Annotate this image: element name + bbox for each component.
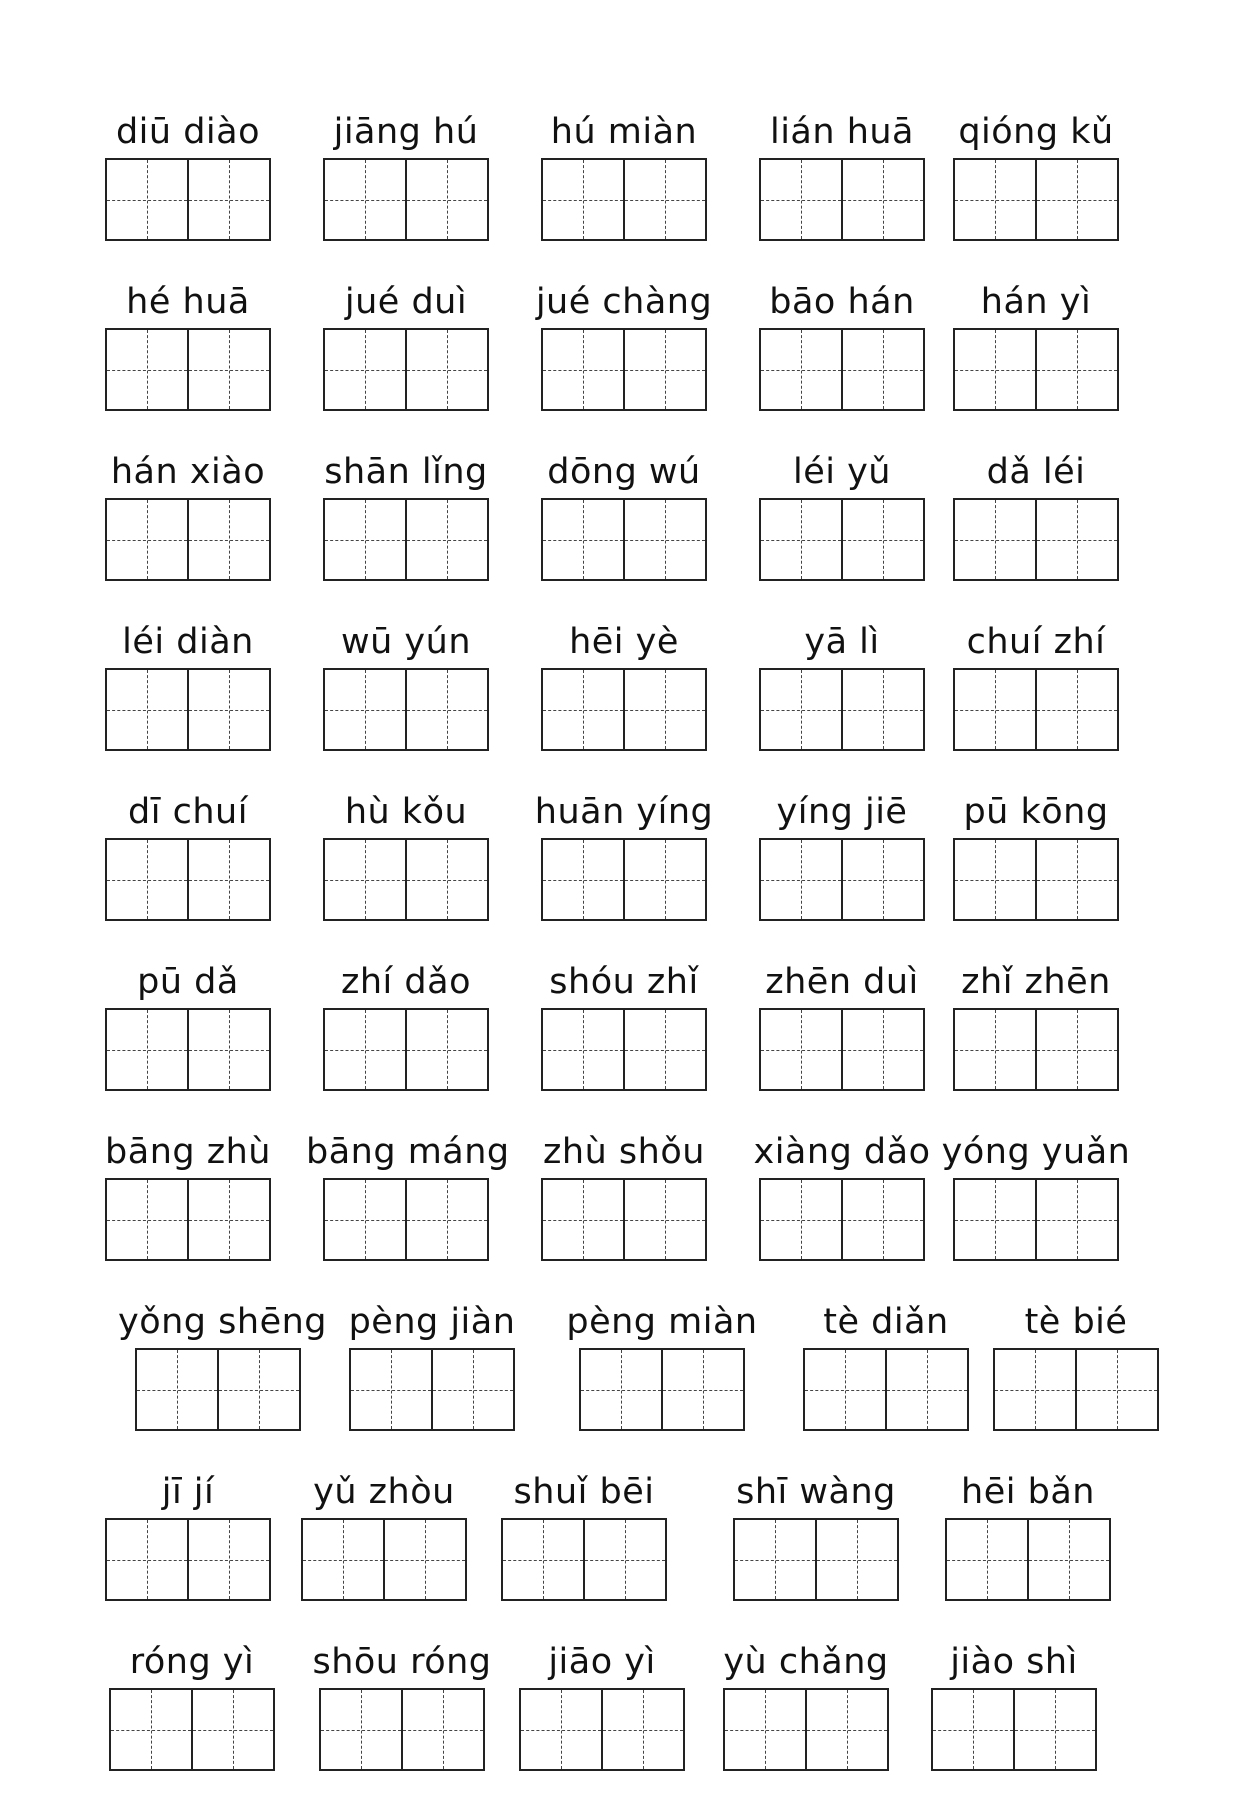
character-box[interactable] [841,840,923,919]
character-box[interactable] [543,1180,623,1259]
pinyin-label: shōu róng [312,1642,492,1682]
pinyin-label: róng yì [129,1642,255,1682]
character-box[interactable] [521,1690,601,1769]
character-box[interactable] [815,1520,897,1599]
writing-grid[interactable] [319,1688,485,1771]
character-box[interactable] [725,1690,805,1769]
writing-grid[interactable] [579,1348,745,1431]
pinyin-item [306,452,506,602]
worksheet-row [0,1472,1240,1642]
pinyin-item [936,282,1136,432]
pinyin-item [936,112,1136,262]
pinyin-item [936,792,1136,942]
writing-grid[interactable] [541,328,707,411]
pinyin-label: dōng wú [547,452,701,492]
character-box[interactable] [111,1690,191,1769]
writing-grid[interactable] [323,328,489,411]
writing-grid[interactable] [953,328,1119,411]
writing-grid[interactable] [953,1178,1119,1261]
pinyin-item [786,1302,986,1452]
pinyin-item [742,962,942,1112]
worksheet-row [0,1642,1240,1812]
pinyin-label: zhí dǎo [341,962,471,1002]
character-box[interactable] [543,670,623,749]
pinyin-label: chuí zhí [966,622,1106,662]
character-box[interactable] [325,1010,405,1089]
pinyin-item [742,622,942,772]
pinyin-label: shóu zhǐ [549,962,699,1002]
pinyin-label: pū kōng [963,792,1109,832]
writing-grid[interactable] [105,498,271,581]
character-box[interactable] [107,160,187,239]
pinyin-label: bāo hán [769,282,915,322]
character-box[interactable] [885,1350,967,1429]
character-box[interactable] [841,330,923,409]
pinyin-item [928,1472,1128,1622]
character-box[interactable] [107,1520,187,1599]
writing-grid[interactable] [501,1518,667,1601]
pinyin-item [88,622,288,772]
character-box[interactable] [107,670,187,749]
pinyin-label: xiàng dǎo [753,1132,931,1172]
pinyin-item [524,452,724,602]
writing-grid[interactable] [945,1518,1111,1601]
character-box[interactable] [933,1690,1013,1769]
character-box[interactable] [325,500,405,579]
character-box[interactable] [137,1350,217,1429]
character-box[interactable] [543,160,623,239]
pinyin-item [742,282,942,432]
pinyin-label: yíng jiē [776,792,908,832]
character-box[interactable] [955,840,1035,919]
writing-grid[interactable] [953,838,1119,921]
character-box[interactable] [401,1690,483,1769]
writing-grid[interactable] [105,1518,271,1601]
writing-grid[interactable] [541,838,707,921]
pinyin-item [524,962,724,1112]
character-box[interactable] [623,1180,705,1259]
character-box[interactable] [325,1180,405,1259]
writing-grid[interactable] [323,668,489,751]
writing-grid[interactable] [541,668,707,751]
pinyin-item [88,452,288,602]
pinyin-label: zhǐ zhēn [961,962,1111,1002]
pinyin-label: qióng kǔ [958,112,1114,152]
pinyin-item [936,452,1136,602]
writing-grid[interactable] [931,1688,1097,1771]
writing-grid[interactable] [301,1518,467,1601]
character-box[interactable] [325,330,405,409]
pinyin-label: hán yì [980,282,1092,322]
pinyin-label: hēi bǎn [961,1472,1095,1512]
pinyin-label: jué chàng [535,282,713,322]
pinyin-label: bāng zhù [105,1132,271,1172]
pinyin-label: zhēn duì [765,962,919,1002]
pinyin-item [306,282,506,432]
character-box[interactable] [623,670,705,749]
character-box[interactable] [1035,330,1117,409]
character-box[interactable] [325,670,405,749]
pinyin-item [742,792,942,942]
pinyin-label: yǔ zhòu [313,1472,455,1512]
pinyin-item [118,1302,328,1452]
pinyin-item [484,1472,684,1622]
pinyin-label: yā lì [804,622,880,662]
pinyin-item [302,1642,502,1792]
character-box[interactable] [805,1690,887,1769]
writing-grid[interactable] [135,1348,301,1431]
character-box[interactable] [761,160,841,239]
writing-grid[interactable] [759,668,925,751]
pinyin-label: dǎ léi [986,452,1086,492]
writing-grid[interactable] [105,328,271,411]
character-box[interactable] [107,840,187,919]
pinyin-item [742,1132,942,1282]
writing-grid[interactable] [323,838,489,921]
pinyin-item [88,282,288,432]
pinyin-label: jiāng hú [333,112,479,152]
character-box[interactable] [431,1350,513,1429]
character-box[interactable] [761,670,841,749]
writing-grid[interactable] [323,498,489,581]
pinyin-label: jiào shì [950,1642,1078,1682]
writing-grid[interactable] [109,1688,275,1771]
character-box[interactable] [955,670,1035,749]
pinyin-item [936,622,1136,772]
character-box[interactable] [187,330,269,409]
pinyin-label: lián huā [769,112,915,152]
pinyin-item [88,962,288,1112]
character-box[interactable] [841,160,923,239]
character-box[interactable] [187,1520,269,1599]
character-box[interactable] [947,1520,1027,1599]
character-box[interactable] [191,1690,273,1769]
writing-grid[interactable] [323,158,489,241]
character-box[interactable] [583,1520,665,1599]
pinyin-label: bāng máng [306,1132,510,1172]
pinyin-label: hé huā [126,282,250,322]
character-box[interactable] [187,1180,269,1259]
character-box[interactable] [955,1010,1035,1089]
pinyin-item [92,1642,292,1792]
pinyin-label: jiāo yì [548,1642,656,1682]
pinyin-item [306,792,506,942]
pinyin-label: jué duì [344,282,468,322]
writing-grid[interactable] [759,498,925,581]
writing-grid[interactable] [323,1008,489,1091]
character-box[interactable] [581,1350,661,1429]
character-box[interactable] [107,500,187,579]
pinyin-label: hù kǒu [344,792,468,832]
character-box[interactable] [1035,500,1117,579]
pinyin-item [88,1132,288,1282]
pinyin-label: zhù shǒu [543,1132,705,1172]
character-box[interactable] [187,500,269,579]
pinyin-item [306,112,506,262]
pinyin-label: pū dǎ [137,962,239,1002]
worksheet-row [0,282,1240,452]
pinyin-label: diū diào [115,112,261,152]
pinyin-item [306,962,506,1112]
pinyin-item [524,112,724,262]
character-box[interactable] [405,330,487,409]
pinyin-label: tè bié [1024,1302,1128,1342]
pinyin-item [936,1132,1136,1282]
writing-grid[interactable] [323,1178,489,1261]
character-box[interactable] [543,330,623,409]
writing-grid[interactable] [541,1178,707,1261]
pinyin-label: wū yún [340,622,471,662]
character-box[interactable] [623,330,705,409]
worksheet-row [0,622,1240,792]
character-box[interactable] [1013,1690,1095,1769]
character-box[interactable] [623,500,705,579]
pinyin-item [562,1302,762,1452]
worksheet-row [0,1132,1240,1302]
pinyin-item [716,1472,916,1622]
character-box[interactable] [841,670,923,749]
character-box[interactable] [405,840,487,919]
writing-grid[interactable] [803,1348,969,1431]
writing-grid[interactable] [953,668,1119,751]
pinyin-item [524,282,724,432]
pinyin-label: léi yǔ [792,452,891,492]
pinyin-item [976,1302,1176,1452]
character-box[interactable] [841,500,923,579]
character-box[interactable] [955,1180,1035,1259]
pinyin-label: hú miàn [550,112,698,152]
character-box[interactable] [761,1010,841,1089]
writing-grid[interactable] [759,1008,925,1091]
writing-grid[interactable] [953,498,1119,581]
pinyin-item [284,1472,484,1622]
character-box[interactable] [405,500,487,579]
character-box[interactable] [761,840,841,919]
pinyin-label: shān lǐng [324,452,488,492]
pinyin-label: yǒng shēng [118,1302,328,1342]
character-box[interactable] [761,500,841,579]
character-box[interactable] [351,1350,431,1429]
character-box[interactable] [325,840,405,919]
character-box[interactable] [187,160,269,239]
character-box[interactable] [405,1180,487,1259]
pinyin-label: pèng miàn [566,1302,758,1342]
character-box[interactable] [1027,1520,1109,1599]
character-box[interactable] [1035,160,1117,239]
character-box[interactable] [543,1010,623,1089]
character-box[interactable] [405,670,487,749]
character-box[interactable] [601,1690,683,1769]
character-box[interactable] [1035,840,1117,919]
pinyin-label: shī wàng [736,1472,896,1512]
character-box[interactable] [107,1010,187,1089]
pinyin-item [332,1302,532,1452]
writing-grid[interactable] [759,838,925,921]
character-box[interactable] [405,1010,487,1089]
character-box[interactable] [735,1520,815,1599]
pinyin-item [524,1132,724,1282]
pinyin-item [706,1642,906,1792]
character-box[interactable] [321,1690,401,1769]
character-box[interactable] [405,160,487,239]
character-box[interactable] [187,840,269,919]
writing-grid[interactable] [733,1518,899,1601]
pinyin-item [742,112,942,262]
character-box[interactable] [1075,1350,1157,1429]
pinyin-label: hán xiào [110,452,266,492]
pinyin-label: léi diàn [122,622,254,662]
writing-grid[interactable] [723,1688,889,1771]
character-box[interactable] [1035,1010,1117,1089]
character-box[interactable] [995,1350,1075,1429]
writing-grid[interactable] [759,1178,925,1261]
writing-grid[interactable] [953,158,1119,241]
writing-grid[interactable] [953,1008,1119,1091]
pinyin-label: pèng jiàn [348,1302,516,1342]
pinyin-label: dī chuí [128,792,248,832]
character-box[interactable] [761,1180,841,1259]
pinyin-item [502,1642,702,1792]
character-box[interactable] [383,1520,465,1599]
character-box[interactable] [955,160,1035,239]
writing-grid[interactable] [759,328,925,411]
writing-grid[interactable] [759,158,925,241]
pinyin-label: yù chǎng [723,1642,889,1682]
writing-grid[interactable] [541,498,707,581]
character-box[interactable] [955,500,1035,579]
character-box[interactable] [623,160,705,239]
worksheet-row [0,112,1240,282]
pinyin-label: yóng yuǎn [941,1132,1131,1172]
writing-grid[interactable] [105,838,271,921]
pinyin-item [524,622,724,772]
character-box[interactable] [955,330,1035,409]
character-box[interactable] [1035,670,1117,749]
worksheet-row [0,792,1240,962]
character-box[interactable] [325,160,405,239]
pinyin-label: hēi yè [569,622,679,662]
character-box[interactable] [1035,1180,1117,1259]
pinyin-item [742,452,942,602]
character-box[interactable] [187,670,269,749]
pinyin-item [914,1642,1114,1792]
pinyin-label: jī jí [161,1472,215,1512]
character-box[interactable] [761,330,841,409]
writing-grid[interactable] [993,1348,1159,1431]
pinyin-label: tè diǎn [823,1302,949,1342]
character-box[interactable] [217,1350,299,1429]
character-box[interactable] [303,1520,383,1599]
writing-grid[interactable] [105,158,271,241]
character-box[interactable] [503,1520,583,1599]
character-box[interactable] [107,330,187,409]
writing-grid[interactable] [105,1008,271,1091]
character-box[interactable] [841,1010,923,1089]
worksheet-row [0,1302,1240,1472]
writing-grid[interactable] [105,668,271,751]
writing-grid[interactable] [349,1348,515,1431]
character-box[interactable] [805,1350,885,1429]
pinyin-item [88,112,288,262]
pinyin-item [88,792,288,942]
pinyin-item [936,962,1136,1112]
character-box[interactable] [543,840,623,919]
writing-grid[interactable] [541,158,707,241]
pinyin-label: huān yíng [534,792,714,832]
worksheet-row [0,962,1240,1132]
character-box[interactable] [543,500,623,579]
writing-grid[interactable] [105,1178,271,1261]
character-box[interactable] [187,1010,269,1089]
character-box[interactable] [841,1180,923,1259]
character-box[interactable] [661,1350,743,1429]
writing-grid[interactable] [519,1688,685,1771]
character-box[interactable] [623,1010,705,1089]
pinyin-item [306,622,506,772]
worksheet-row [0,452,1240,622]
character-box[interactable] [107,1180,187,1259]
pinyin-item [524,792,724,942]
pinyin-item [306,1132,510,1282]
pinyin-label: shuǐ bēi [513,1472,655,1512]
pinyin-item [88,1472,288,1622]
character-box[interactable] [623,840,705,919]
writing-grid[interactable] [541,1008,707,1091]
